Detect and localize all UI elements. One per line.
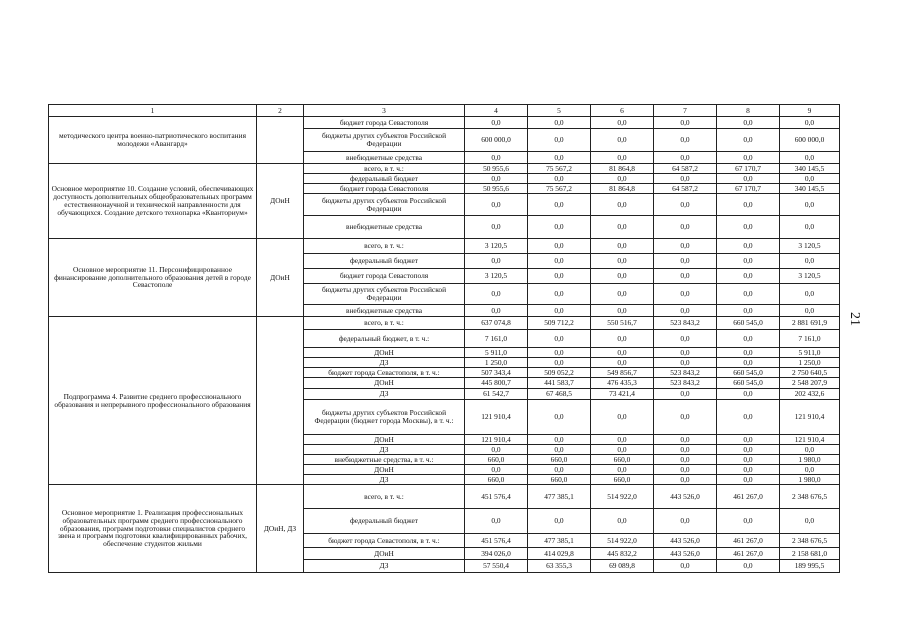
- amount-cell: 414 029,8: [528, 548, 591, 560]
- amount-cell: 660,0: [465, 455, 528, 465]
- funding-source-cell: федеральный бюджет: [304, 174, 465, 184]
- activity-name-cell: методического центра военно-патриотического воспитания молодежи «Авангард»: [49, 117, 257, 164]
- funding-source-cell: бюджет города Севастополя, в т. ч.:: [304, 368, 465, 378]
- amount-cell: 660,0: [528, 455, 591, 465]
- amount-cell: 189 995,5: [780, 560, 840, 573]
- amount-cell: 0,0: [717, 358, 780, 368]
- executor-cell: ДОиН: [257, 239, 304, 317]
- amount-cell: 0,0: [717, 455, 780, 465]
- amount-cell: 0,0: [717, 284, 780, 305]
- executor-cell: ДОиН, ДЗ: [257, 485, 304, 573]
- funding-source-cell: внебюджетные средства, в т. ч.:: [304, 455, 465, 465]
- amount-cell: 0,0: [654, 475, 717, 485]
- funding-source-cell: ДОиН: [304, 378, 465, 389]
- amount-cell: 69 089,8: [591, 560, 654, 573]
- amount-cell: 0,0: [780, 194, 840, 216]
- amount-cell: 0,0: [528, 152, 591, 164]
- amount-cell: 0,0: [528, 117, 591, 129]
- amount-cell: 0,0: [528, 239, 591, 254]
- amount-cell: 443 526,0: [654, 485, 717, 509]
- amount-cell: 0,0: [654, 239, 717, 254]
- amount-cell: 0,0: [654, 152, 717, 164]
- column-header: 1: [49, 105, 257, 117]
- amount-cell: 0,0: [780, 152, 840, 164]
- amount-cell: 1 980,0: [780, 455, 840, 465]
- amount-cell: 61 542,7: [465, 389, 528, 400]
- amount-cell: 57 550,4: [465, 560, 528, 573]
- column-header: 7: [654, 105, 717, 117]
- amount-cell: 0,0: [717, 475, 780, 485]
- amount-cell: 0,0: [780, 445, 840, 455]
- activity-name-cell: Подпрограмма 4. Развитие среднего профессионального образования и непрерывного профессионального образования: [49, 317, 257, 485]
- amount-cell: 0,0: [528, 174, 591, 184]
- amount-cell: 600 000,0: [465, 129, 528, 152]
- funding-source-cell: ДОиН: [304, 348, 465, 358]
- amount-cell: 0,0: [591, 117, 654, 129]
- amount-cell: 0,0: [654, 400, 717, 435]
- amount-cell: 0,0: [465, 152, 528, 164]
- column-header: 8: [717, 105, 780, 117]
- amount-cell: 0,0: [591, 435, 654, 445]
- amount-cell: 81 864,8: [591, 184, 654, 194]
- amount-cell: 637 074,8: [465, 317, 528, 330]
- amount-cell: 0,0: [591, 305, 654, 317]
- amount-cell: 461 267,0: [717, 548, 780, 560]
- amount-cell: 75 567,2: [528, 184, 591, 194]
- amount-cell: 0,0: [654, 435, 717, 445]
- amount-cell: 0,0: [528, 435, 591, 445]
- amount-cell: 443 526,0: [654, 548, 717, 560]
- amount-cell: 0,0: [717, 348, 780, 358]
- amount-cell: 0,0: [591, 239, 654, 254]
- amount-cell: 73 421,4: [591, 389, 654, 400]
- amount-cell: 67 170,7: [717, 184, 780, 194]
- amount-cell: 0,0: [591, 152, 654, 164]
- amount-cell: 0,0: [654, 117, 717, 129]
- funding-source-cell: бюджеты других субъектов Российской Федерации (бюджет города Москвы), в т. ч.:: [304, 400, 465, 435]
- table-row: [49, 317, 840, 330]
- amount-cell: 660,0: [465, 475, 528, 485]
- amount-cell: 0,0: [717, 400, 780, 435]
- amount-cell: 0,0: [528, 305, 591, 317]
- amount-cell: 0,0: [528, 348, 591, 358]
- amount-cell: 0,0: [717, 216, 780, 239]
- amount-cell: 0,0: [591, 445, 654, 455]
- amount-cell: 64 587,2: [654, 164, 717, 174]
- amount-cell: 0,0: [591, 348, 654, 358]
- amount-cell: 0,0: [780, 509, 840, 534]
- table-header-row: [49, 105, 840, 117]
- amount-cell: 0,0: [780, 254, 840, 269]
- amount-cell: 509 712,2: [528, 317, 591, 330]
- amount-cell: 5 911,0: [780, 348, 840, 358]
- amount-cell: 5 911,0: [465, 348, 528, 358]
- amount-cell: 2 881 691,9: [780, 317, 840, 330]
- amount-cell: 0,0: [654, 455, 717, 465]
- funding-source-cell: ДЗ: [304, 475, 465, 485]
- column-header: 9: [780, 105, 840, 117]
- amount-cell: 64 587,2: [654, 184, 717, 194]
- amount-cell: 2 750 640,5: [780, 368, 840, 378]
- amount-cell: 340 145,5: [780, 184, 840, 194]
- funding-source-cell: федеральный бюджет: [304, 509, 465, 534]
- amount-cell: 507 343,4: [465, 368, 528, 378]
- amount-cell: 445 832,2: [591, 548, 654, 560]
- amount-cell: 0,0: [780, 216, 840, 239]
- amount-cell: 0,0: [654, 129, 717, 152]
- amount-cell: 121 910,4: [780, 435, 840, 445]
- amount-cell: 0,0: [465, 216, 528, 239]
- amount-cell: 81 864,8: [591, 164, 654, 174]
- amount-cell: 0,0: [528, 254, 591, 269]
- amount-cell: 660 545,0: [717, 368, 780, 378]
- amount-cell: 0,0: [591, 194, 654, 216]
- column-header: 2: [257, 105, 304, 117]
- amount-cell: 0,0: [717, 194, 780, 216]
- table-row: [49, 239, 840, 254]
- amount-cell: 0,0: [780, 465, 840, 475]
- funding-source-cell: всего, в т. ч.:: [304, 239, 465, 254]
- amount-cell: 0,0: [717, 465, 780, 475]
- amount-cell: 121 910,4: [465, 435, 528, 445]
- amount-cell: 0,0: [654, 305, 717, 317]
- amount-cell: 0,0: [465, 284, 528, 305]
- amount-cell: 2 548 207,9: [780, 378, 840, 389]
- funding-source-cell: федеральный бюджет, в т. ч.:: [304, 330, 465, 348]
- funding-source-cell: внебюджетные средства: [304, 152, 465, 164]
- amount-cell: 2 348 676,5: [780, 485, 840, 509]
- amount-cell: 0,0: [717, 269, 780, 284]
- amount-cell: 0,0: [528, 509, 591, 534]
- amount-cell: 0,0: [717, 389, 780, 400]
- amount-cell: 0,0: [717, 117, 780, 129]
- amount-cell: 0,0: [465, 465, 528, 475]
- amount-cell: 0,0: [717, 330, 780, 348]
- activity-name-cell: Основное мероприятие 11. Персонифицированное финансирование дополнительного образования детей в городе Севастополе: [49, 239, 257, 317]
- amount-cell: 0,0: [717, 305, 780, 317]
- amount-cell: 0,0: [654, 254, 717, 269]
- activity-name-cell: Основное мероприятие 10. Создание условий, обеспечивающих доступность дополнительных общеобразовательных программ естественнонаучной и технической направленности для обучающихся. Создание детского технопарка «Кванториум»: [49, 164, 257, 239]
- amount-cell: 523 843,2: [654, 317, 717, 330]
- activity-name-cell: Основное мероприятие 1. Реализация профессиональных образовательных программ среднего профессионального образования, программ подготовки специалистов среднего звена и программ подготовки квалифицированных рабочих, обеспечение студентов жильми: [49, 485, 257, 573]
- amount-cell: 477 385,1: [528, 485, 591, 509]
- executor-cell: [257, 317, 304, 485]
- amount-cell: 3 120,5: [780, 269, 840, 284]
- amount-cell: 0,0: [654, 194, 717, 216]
- funding-source-cell: всего, в т. ч.:: [304, 485, 465, 509]
- amount-cell: 660 545,0: [717, 378, 780, 389]
- table-row: [49, 485, 840, 509]
- funding-source-cell: ДОиН: [304, 465, 465, 475]
- amount-cell: 0,0: [465, 174, 528, 184]
- amount-cell: 0,0: [717, 239, 780, 254]
- amount-cell: 0,0: [591, 330, 654, 348]
- amount-cell: 509 052,2: [528, 368, 591, 378]
- amount-cell: 0,0: [780, 284, 840, 305]
- amount-cell: 441 583,7: [528, 378, 591, 389]
- amount-cell: 445 800,7: [465, 378, 528, 389]
- amount-cell: 0,0: [465, 194, 528, 216]
- amount-cell: 0,0: [528, 216, 591, 239]
- amount-cell: 394 026,0: [465, 548, 528, 560]
- amount-cell: 202 432,6: [780, 389, 840, 400]
- amount-cell: 50 955,6: [465, 184, 528, 194]
- budget-table: [48, 104, 840, 573]
- column-header: 3: [304, 105, 465, 117]
- amount-cell: 0,0: [717, 129, 780, 152]
- amount-cell: 0,0: [654, 174, 717, 184]
- amount-cell: 0,0: [591, 400, 654, 435]
- amount-cell: 549 856,7: [591, 368, 654, 378]
- amount-cell: 1 980,0: [780, 475, 840, 485]
- funding-source-cell: ДОиН: [304, 548, 465, 560]
- amount-cell: 0,0: [465, 445, 528, 455]
- amount-cell: 50 955,6: [465, 164, 528, 174]
- amount-cell: 443 526,0: [654, 534, 717, 548]
- amount-cell: 0,0: [591, 284, 654, 305]
- amount-cell: 0,0: [465, 305, 528, 317]
- amount-cell: 7 161,0: [780, 330, 840, 348]
- executor-cell: [257, 117, 304, 164]
- table-row: [49, 117, 840, 129]
- amount-cell: 3 120,5: [465, 269, 528, 284]
- amount-cell: 476 435,3: [591, 378, 654, 389]
- amount-cell: 451 576,4: [465, 485, 528, 509]
- amount-cell: 0,0: [528, 129, 591, 152]
- amount-cell: 0,0: [591, 216, 654, 239]
- amount-cell: 0,0: [591, 358, 654, 368]
- amount-cell: 0,0: [717, 445, 780, 455]
- funding-source-cell: бюджет города Севастополя: [304, 269, 465, 284]
- amount-cell: 0,0: [591, 254, 654, 269]
- funding-source-cell: бюджеты других субъектов Российской Федерации: [304, 194, 465, 216]
- funding-source-cell: всего, в т. ч.:: [304, 164, 465, 174]
- amount-cell: 3 120,5: [780, 239, 840, 254]
- amount-cell: 461 267,0: [717, 534, 780, 548]
- funding-source-cell: внебюджетные средства: [304, 216, 465, 239]
- funding-source-cell: ДОиН: [304, 435, 465, 445]
- amount-cell: 0,0: [528, 194, 591, 216]
- amount-cell: 0,0: [717, 254, 780, 269]
- amount-cell: 0,0: [717, 174, 780, 184]
- amount-cell: 0,0: [654, 509, 717, 534]
- amount-cell: 0,0: [780, 117, 840, 129]
- amount-cell: 0,0: [528, 269, 591, 284]
- amount-cell: 523 843,2: [654, 378, 717, 389]
- funding-source-cell: всего, в т. ч.:: [304, 317, 465, 330]
- amount-cell: 0,0: [717, 152, 780, 164]
- amount-cell: 0,0: [654, 216, 717, 239]
- amount-cell: 0,0: [654, 284, 717, 305]
- amount-cell: 121 910,4: [465, 400, 528, 435]
- amount-cell: 0,0: [654, 358, 717, 368]
- amount-cell: 514 922,0: [591, 534, 654, 548]
- funding-source-cell: ДЗ: [304, 560, 465, 573]
- amount-cell: 1 250,0: [780, 358, 840, 368]
- amount-cell: 2 158 681,0: [780, 548, 840, 560]
- amount-cell: 0,0: [528, 330, 591, 348]
- column-header: 5: [528, 105, 591, 117]
- amount-cell: 0,0: [591, 174, 654, 184]
- amount-cell: 0,0: [717, 560, 780, 573]
- funding-source-cell: бюджеты других субъектов Российской Федерации: [304, 284, 465, 305]
- funding-source-cell: федеральный бюджет: [304, 254, 465, 269]
- amount-cell: 477 385,1: [528, 534, 591, 548]
- amount-cell: 0,0: [528, 445, 591, 455]
- funding-source-cell: ДЗ: [304, 389, 465, 400]
- amount-cell: 0,0: [591, 269, 654, 284]
- amount-cell: 0,0: [465, 254, 528, 269]
- amount-cell: 67 468,5: [528, 389, 591, 400]
- funding-source-cell: внебюджетные средства: [304, 305, 465, 317]
- amount-cell: 0,0: [465, 509, 528, 534]
- amount-cell: 0,0: [591, 129, 654, 152]
- amount-cell: 0,0: [780, 305, 840, 317]
- funding-source-cell: бюджет города Севастополя: [304, 184, 465, 194]
- amount-cell: 0,0: [654, 445, 717, 455]
- amount-cell: 0,0: [717, 509, 780, 534]
- amount-cell: 7 161,0: [465, 330, 528, 348]
- amount-cell: 0,0: [591, 509, 654, 534]
- amount-cell: 550 516,7: [591, 317, 654, 330]
- amount-cell: 0,0: [528, 358, 591, 368]
- page-number: 21: [847, 312, 862, 326]
- funding-source-cell: ДЗ: [304, 445, 465, 455]
- amount-cell: 0,0: [780, 174, 840, 184]
- amount-cell: 523 843,2: [654, 368, 717, 378]
- amount-cell: 0,0: [654, 465, 717, 475]
- amount-cell: 0,0: [717, 435, 780, 445]
- funding-source-cell: бюджеты других субъектов Российской Федерации: [304, 129, 465, 152]
- amount-cell: 0,0: [654, 389, 717, 400]
- amount-cell: 2 348 676,5: [780, 534, 840, 548]
- amount-cell: 1 250,0: [465, 358, 528, 368]
- executor-cell: ДОиН: [257, 164, 304, 239]
- funding-source-cell: ДЗ: [304, 358, 465, 368]
- amount-cell: 0,0: [654, 269, 717, 284]
- amount-cell: 0,0: [654, 348, 717, 358]
- amount-cell: 0,0: [591, 465, 654, 475]
- amount-cell: 0,0: [654, 330, 717, 348]
- amount-cell: 451 576,4: [465, 534, 528, 548]
- amount-cell: 660,0: [591, 475, 654, 485]
- table-row: [49, 164, 840, 174]
- amount-cell: 660,0: [528, 475, 591, 485]
- amount-cell: 67 170,7: [717, 164, 780, 174]
- amount-cell: 600 000,0: [780, 129, 840, 152]
- amount-cell: 0,0: [465, 117, 528, 129]
- funding-source-cell: бюджет города Севастополя, в т. ч.:: [304, 534, 465, 548]
- amount-cell: 3 120,5: [465, 239, 528, 254]
- column-header: 4: [465, 105, 528, 117]
- amount-cell: 514 922,0: [591, 485, 654, 509]
- amount-cell: 461 267,0: [717, 485, 780, 509]
- amount-cell: 660 545,0: [717, 317, 780, 330]
- amount-cell: 63 355,3: [528, 560, 591, 573]
- amount-cell: 660,0: [591, 455, 654, 465]
- amount-cell: 0,0: [654, 560, 717, 573]
- amount-cell: 0,0: [528, 284, 591, 305]
- column-header: 6: [591, 105, 654, 117]
- funding-source-cell: бюджет города Севастополя: [304, 117, 465, 129]
- amount-cell: 0,0: [528, 400, 591, 435]
- amount-cell: 75 567,2: [528, 164, 591, 174]
- amount-cell: 0,0: [528, 465, 591, 475]
- amount-cell: 340 145,5: [780, 164, 840, 174]
- amount-cell: 121 910,4: [780, 400, 840, 435]
